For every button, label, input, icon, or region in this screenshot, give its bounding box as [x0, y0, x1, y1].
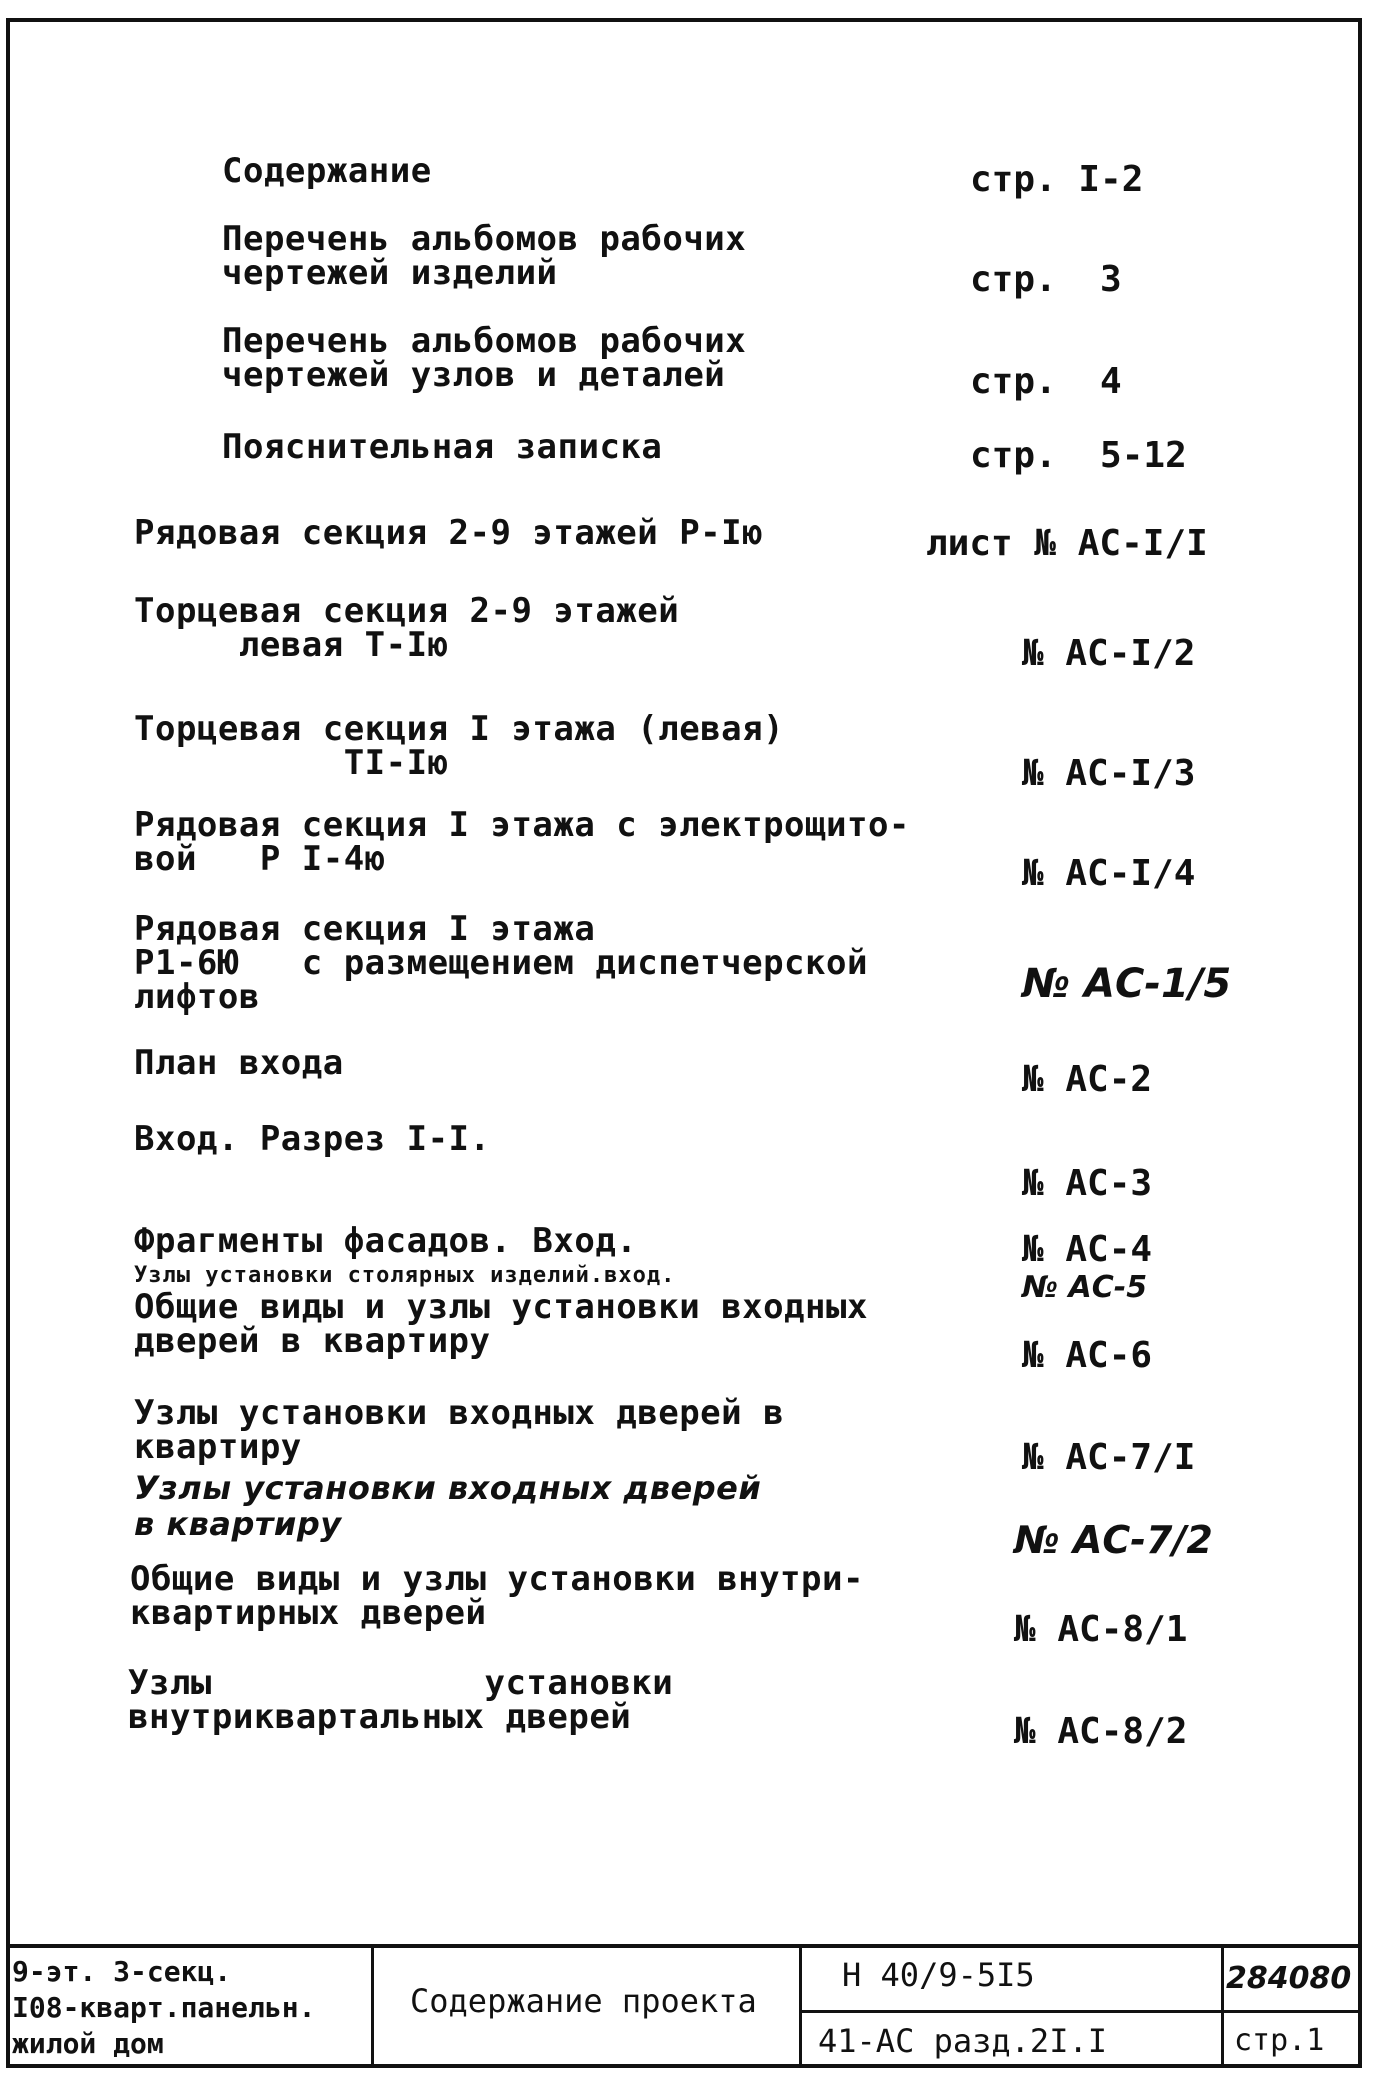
- toc-sheet-title: Рядовая секция I этажа с электрощито- вой Р I-4ю: [134, 805, 910, 879]
- toc-sheet-title: Узлы установки входных дверей в квартиру: [134, 1469, 762, 1543]
- toc-sheet-ref: № АС-4: [1022, 1229, 1153, 1270]
- title-block-code-cell: [802, 1948, 1224, 2068]
- toc-sheet-title: Рядовая секция 2-9 этажей Р-Iю: [134, 513, 764, 553]
- title-block-title-cell: [374, 1948, 802, 2068]
- toc-sheet-ref: № АС-I/4: [1022, 853, 1196, 894]
- object-description: 9-эт. 3-секц. I08-кварт.панельн. жилой дом: [12, 1955, 316, 2060]
- toc-sheet-title: Торцевая секция 2-9 этажей левая Т-Iю: [134, 591, 680, 665]
- toc-sheet-ref: № АС-I/2: [1022, 633, 1196, 674]
- toc-sheet-title: Рядовая секция I этажа Р1-6Ю с размещением диспетчерской лифтов: [134, 909, 868, 1017]
- toc-entry-page: стр. 5-12: [970, 435, 1187, 476]
- toc-sheet-ref: № АС-7/I: [1022, 1437, 1196, 1478]
- code-divider: [802, 2010, 1221, 2013]
- toc-sheet-ref: № АС-5: [1022, 1270, 1148, 1305]
- title-block: [10, 1944, 1358, 2068]
- toc-sheet-ref: № АС-6: [1022, 1335, 1153, 1376]
- toc-sheet-ref: № АС-I/3: [1022, 753, 1196, 794]
- project-section: 41-АС разд.2I.I: [818, 2022, 1107, 2060]
- toc-entry-title: Перечень альбомов рабочих чертежей узлов и деталей: [222, 321, 747, 395]
- toc-sheet-title: Торцевая секция I этажа (левая) TI-Iю: [134, 709, 785, 783]
- page-number: стр.1: [1234, 2023, 1325, 2058]
- inventory-divider: [1224, 2010, 1358, 2013]
- project-title: Содержание проекта: [410, 1982, 757, 2020]
- toc-sheet-title: План входа: [134, 1043, 344, 1083]
- toc-sheet-title: Узлы установки столярных изделий.вход.: [134, 1263, 676, 1288]
- toc-sheet-ref: № АС-1/5: [1022, 961, 1232, 1007]
- toc-sheet-title: Вход. Разрез I-I.: [134, 1119, 491, 1159]
- toc-entry-title: Перечень альбомов рабочих чертежей изделий: [222, 219, 747, 293]
- toc-entry-page: стр. I-2: [970, 159, 1144, 200]
- toc-sheet-title: Фрагменты фасадов. Вход.: [134, 1221, 638, 1261]
- toc-sheet-title: Узлы установки входных дверей в квартиру: [134, 1393, 785, 1467]
- toc-sheet-ref: № АС-8/1: [1014, 1609, 1188, 1650]
- toc-entry-page: стр. 3: [970, 259, 1122, 300]
- title-block-object-cell: [10, 1948, 374, 2068]
- title-block-inventory-cell: [1224, 1948, 1358, 2068]
- inventory-number: 284080: [1226, 1961, 1352, 1996]
- toc-entry-page: стр. 4: [970, 361, 1122, 402]
- toc-entry-title: Содержание: [222, 151, 432, 191]
- toc-sheet-title: Общие виды и узлы установки внутри- квартирных дверей: [130, 1559, 864, 1633]
- toc-sheet-ref: № АС-7/2: [1014, 1518, 1213, 1562]
- document-sheet: [6, 18, 1362, 2068]
- toc-sheet-ref: № АС-3: [1022, 1163, 1153, 1204]
- project-code: Н 40/9-5I5: [842, 1956, 1035, 1994]
- toc-sheet-ref: лист № АС-I/I: [926, 523, 1208, 564]
- toc-sheet-title: Общие виды и узлы установки входных дверей в квартиру: [134, 1287, 868, 1361]
- toc-sheet-ref: № АС-8/2: [1014, 1711, 1188, 1752]
- toc-entry-title: Пояснительная записка: [222, 427, 663, 467]
- toc-sheet-ref: № АС-2: [1022, 1059, 1153, 1100]
- toc-sheet-title: Узлы установки внутриквартальных дверей: [128, 1663, 674, 1737]
